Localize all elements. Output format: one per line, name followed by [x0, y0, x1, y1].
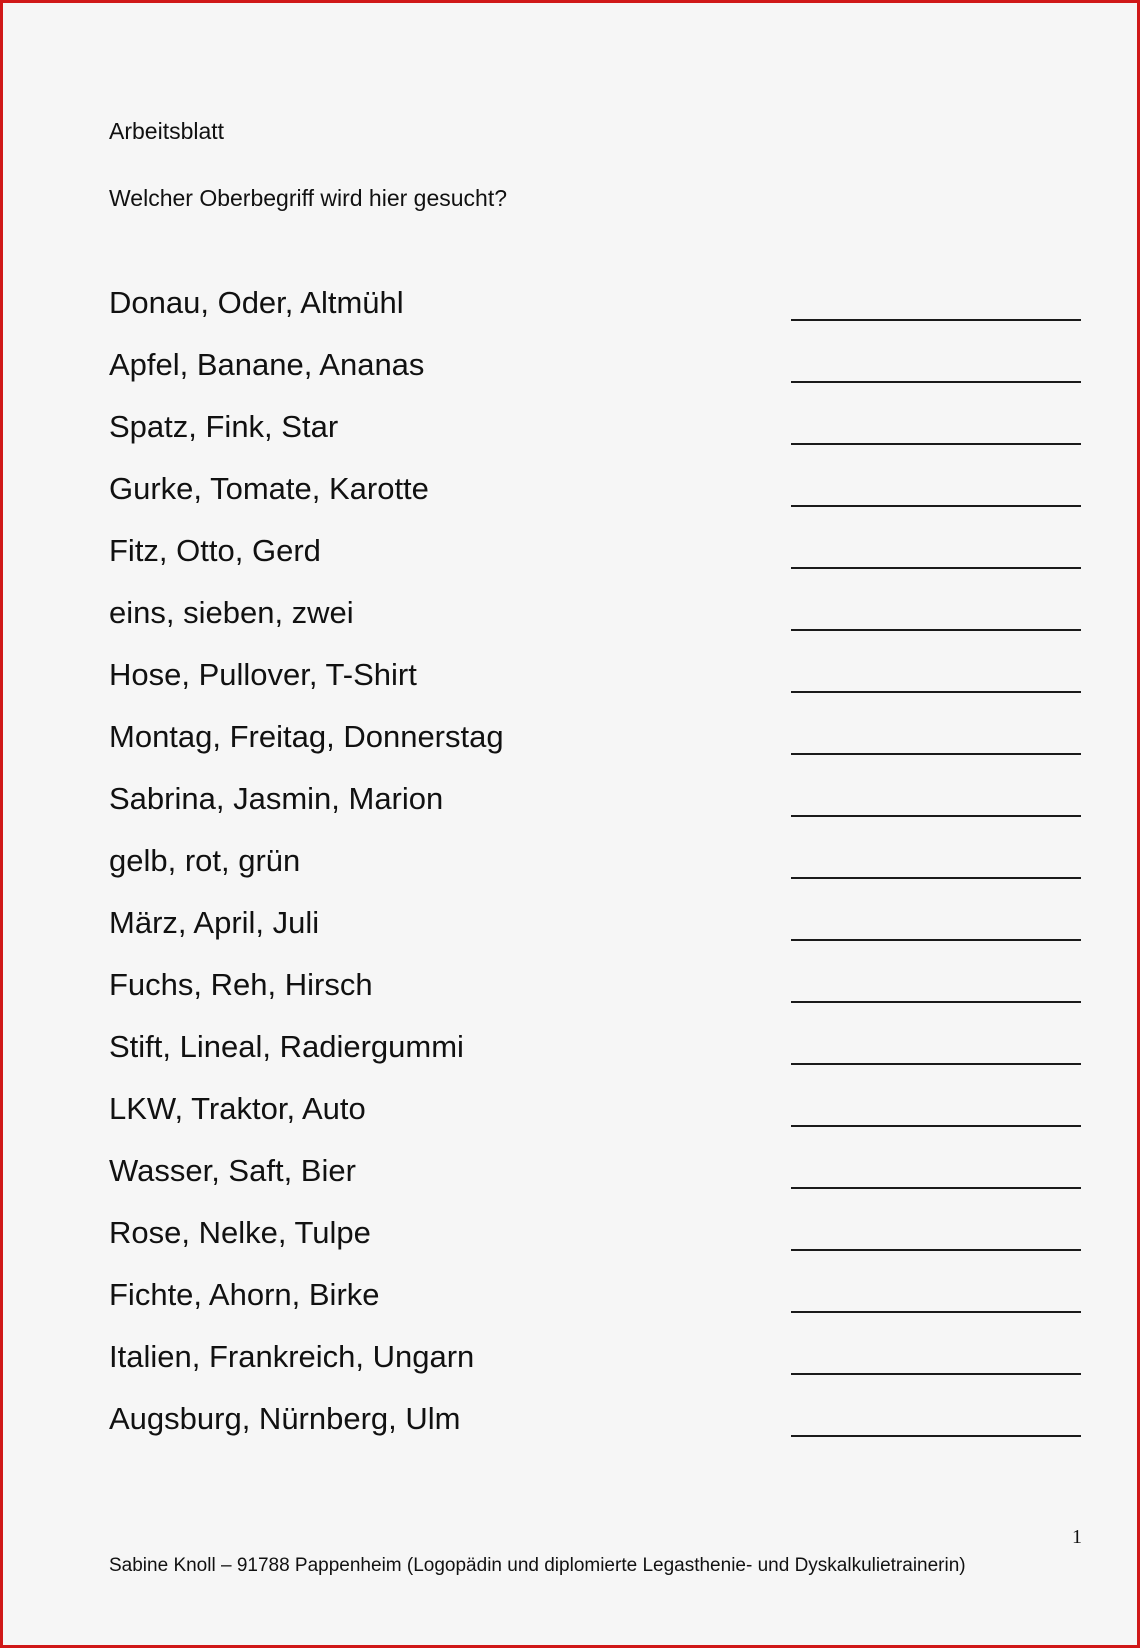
- exercise-row: [109, 903, 1085, 965]
- exercise-row: [109, 283, 1085, 345]
- word-group: Hose, Pullover, T-Shirt: [109, 657, 417, 692]
- exercise-row: [109, 469, 1085, 531]
- word-group: Apfel, Banane, Ananas: [109, 347, 425, 382]
- exercise-row: [109, 717, 1085, 779]
- answer-blank[interactable]: [791, 877, 1081, 879]
- exercise-row: [109, 1213, 1085, 1275]
- word-group: Gurke, Tomate, Karotte: [109, 471, 429, 506]
- word-group: Stift, Lineal, Radiergummi: [109, 1029, 464, 1064]
- word-group: Wasser, Saft, Bier: [109, 1153, 356, 1188]
- answer-blank[interactable]: [791, 939, 1081, 941]
- exercise-row: [109, 407, 1085, 469]
- answer-blank[interactable]: [791, 753, 1081, 755]
- word-group: März, April, Juli: [109, 905, 320, 940]
- word-group: Fitz, Otto, Gerd: [109, 533, 321, 568]
- exercise-row: [109, 779, 1085, 841]
- exercise-row: [109, 655, 1085, 717]
- word-group: gelb, rot, grün: [109, 843, 301, 878]
- word-group: Italien, Frankreich, Ungarn: [109, 1339, 475, 1374]
- exercise-row: [109, 965, 1085, 1027]
- answer-blank[interactable]: [791, 1187, 1081, 1189]
- answer-blank[interactable]: [791, 1063, 1081, 1065]
- answer-blank[interactable]: [791, 1001, 1081, 1003]
- exercise-row: [109, 1399, 1085, 1461]
- exercise-row: [109, 1027, 1085, 1089]
- answer-blank[interactable]: [791, 381, 1081, 383]
- exercise-list: [109, 283, 1085, 1461]
- answer-blank[interactable]: [791, 629, 1081, 631]
- word-group: LKW, Traktor, Auto: [109, 1091, 366, 1126]
- answer-blank[interactable]: [791, 691, 1081, 693]
- exercise-row: [109, 345, 1085, 407]
- answer-blank[interactable]: [791, 1435, 1081, 1437]
- word-group: eins, sieben, zwei: [109, 595, 354, 630]
- word-group: Fichte, Ahorn, Birke: [109, 1277, 380, 1312]
- word-group: Rose, Nelke, Tulpe: [109, 1215, 371, 1250]
- answer-blank[interactable]: [791, 567, 1081, 569]
- word-group: Spatz, Fink, Star: [109, 409, 339, 444]
- answer-blank[interactable]: [791, 319, 1081, 321]
- word-group: Montag, Freitag, Donnerstag: [109, 719, 504, 754]
- exercise-row: [109, 841, 1085, 903]
- page-number: 1: [1072, 1526, 1082, 1548]
- exercise-row: [109, 1275, 1085, 1337]
- task-question: Welcher Oberbegriff wird hier gesucht?: [109, 185, 508, 211]
- word-group: Sabrina, Jasmin, Marion: [109, 781, 444, 816]
- answer-blank[interactable]: [791, 1249, 1081, 1251]
- answer-blank[interactable]: [791, 1311, 1081, 1313]
- exercise-row: [109, 1337, 1085, 1399]
- exercise-row: [109, 531, 1085, 593]
- answer-blank[interactable]: [791, 1373, 1081, 1375]
- worksheet-title: Arbeitsblatt: [109, 118, 225, 144]
- exercise-row: [109, 1089, 1085, 1151]
- answer-blank[interactable]: [791, 815, 1081, 817]
- exercise-row: [109, 593, 1085, 655]
- word-group: Augsburg, Nürnberg, Ulm: [109, 1401, 461, 1436]
- exercise-row: [109, 1151, 1085, 1213]
- word-group: Fuchs, Reh, Hirsch: [109, 967, 373, 1002]
- answer-blank[interactable]: [791, 443, 1081, 445]
- footer-credit: Sabine Knoll – 91788 Pappenheim (Logopädin und diplomierte Legasthenie- und Dyskalkulietrainerin): [109, 1555, 966, 1576]
- answer-blank[interactable]: [791, 1125, 1081, 1127]
- answer-blank[interactable]: [791, 505, 1081, 507]
- word-group: Donau, Oder, Altmühl: [109, 285, 404, 320]
